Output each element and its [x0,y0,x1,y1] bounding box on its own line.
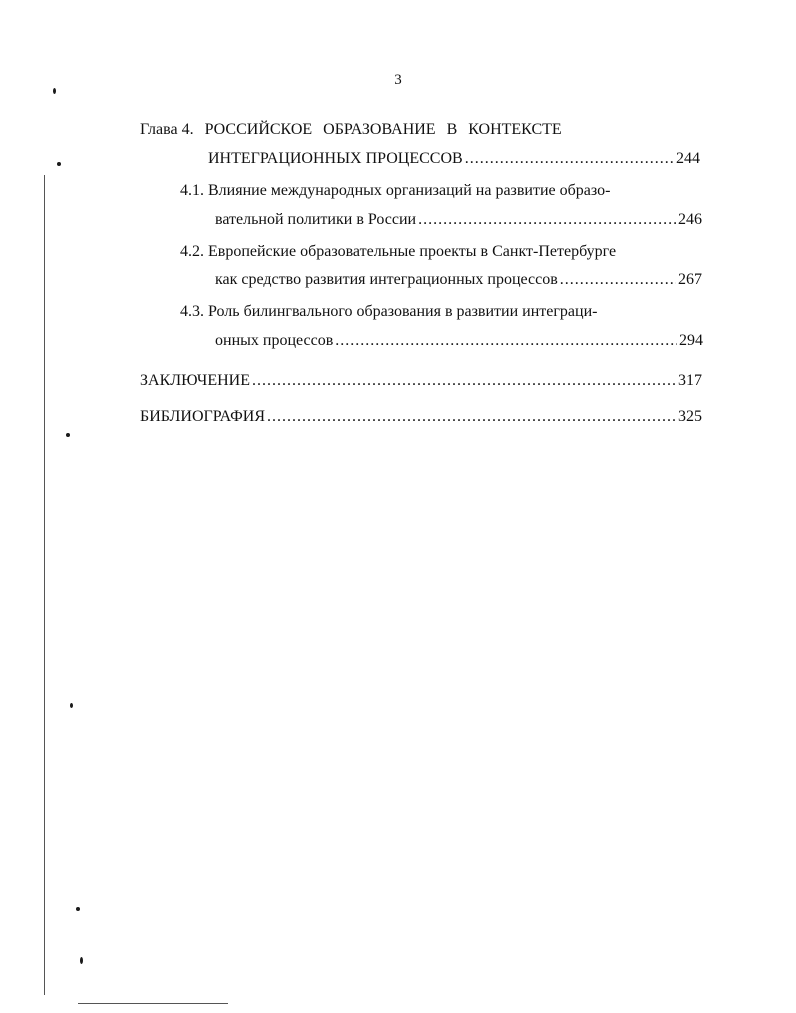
toc-chapter4-title-line2: ИНТЕГРАЦИОННЫХ ПРОЦЕССОВ [208,150,463,167]
toc-section-4-3-line2 [215,332,703,350]
toc-bibliography-page: 325 [678,408,702,425]
toc-bibliography [140,408,702,426]
toc-leader-dots [267,408,676,426]
toc-section-title-line2: онных процессов [215,332,334,349]
toc-leader-dots [418,211,676,229]
toc-section-page: 294 [679,332,703,349]
toc-section-4-1-line2 [215,211,702,229]
toc-section-4-1-line1 [180,182,610,200]
toc-conclusion [140,372,702,390]
toc-section-4-2-line2 [215,271,702,289]
toc-section-page: 246 [678,211,702,228]
toc-chapter4-page: 244 [676,150,700,167]
scan-bottom-line [78,1003,228,1004]
toc-section-number: 4.3. [180,303,204,320]
toc-chapter4-label: Глава 4. [140,121,194,138]
toc-chapter4-line1 [140,121,562,139]
toc-section-number: 4.1. [180,182,204,199]
scan-speck [57,162,61,166]
scan-speck [66,433,70,437]
toc-section-4-3-line1 [180,303,597,321]
toc-leader-dots [335,332,677,350]
scan-edge-line [44,175,45,995]
toc-leader-dots [252,372,676,390]
toc-conclusion-label: ЗАКЛЮЧЕНИЕ [140,372,250,389]
toc-section-4-2-line1 [180,243,616,261]
page-number: 3 [394,72,402,88]
toc-conclusion-page: 317 [678,372,702,389]
toc-leader-dots [560,271,676,289]
toc-section-title-line1: Европейские образовательные проекты в Санкт-Петербурге [208,243,617,260]
toc-chapter4-line2 [208,150,700,168]
scan-speck [76,907,80,911]
scan-speck [70,703,73,708]
toc-leader-dots [465,150,674,168]
toc-chapter4-title-line1: РОССИЙСКОЕ ОБРАЗОВАНИЕ В КОНТЕКСТЕ [204,121,562,138]
toc-section-title-line2: вательной политики в России [215,211,417,228]
toc-section-title-line1: Роль билингвального образования в развитии интеграци- [208,303,598,320]
toc-section-page: 267 [678,271,702,288]
toc-section-title-line1: Влияние международных организаций на развитие образо- [208,182,611,199]
scan-speck [80,957,83,964]
toc-section-number: 4.2. [180,243,204,260]
toc-bibliography-label: БИБЛИОГРАФИЯ [140,408,266,425]
toc-section-title-line2: как средство развития интеграционных процессов [215,271,558,288]
